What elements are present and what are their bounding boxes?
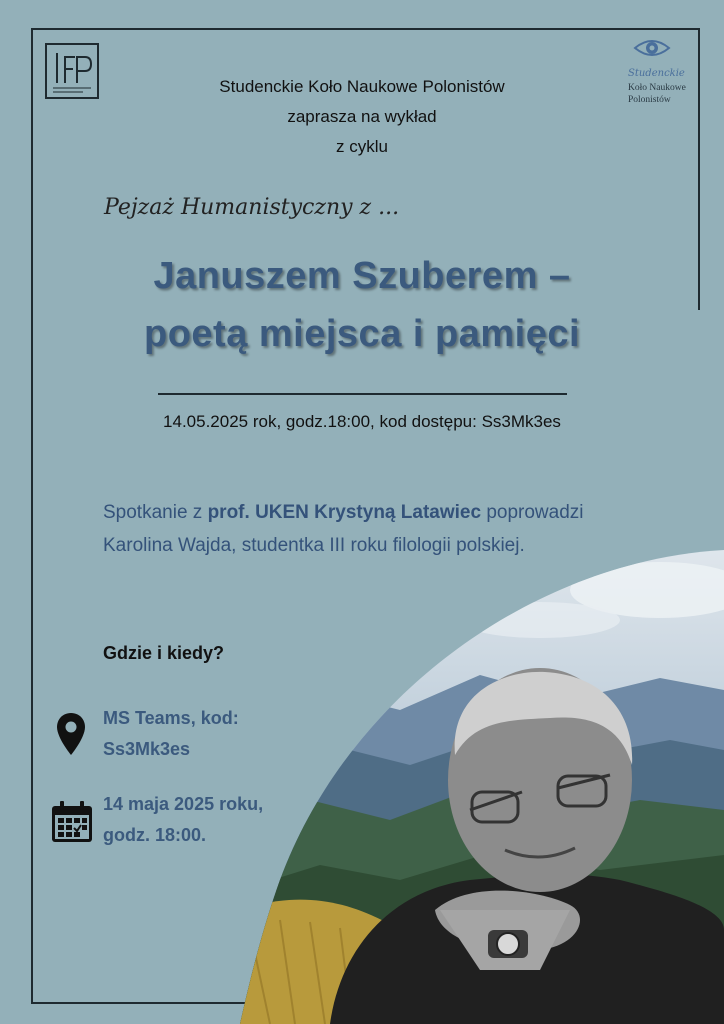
- map-pin-icon: [55, 712, 87, 756]
- series-name: Pejzaż Humanistyczny z ...: [104, 195, 400, 220]
- student-club-logo: [624, 32, 700, 112]
- location: [103, 703, 239, 765]
- frame-bottom-border: [31, 1002, 271, 1004]
- lecture-title-line1: Januszem Szuberem –: [153, 255, 571, 297]
- logo-right-line2: Koło Naukowe: [628, 83, 686, 93]
- location-line1: MS Teams, kod:: [103, 708, 239, 728]
- frame-left-border: [31, 28, 33, 1004]
- logo-right-line1: Studenckie: [628, 68, 685, 79]
- description-part1: Spotkanie z: [103, 502, 208, 523]
- date-access-code: 14.05.2025 rok, godz.18:00, kod dostępu: Ss3Mk3es: [163, 412, 561, 431]
- header-line1: Studenckie Koło Naukowe Polonistów: [219, 77, 505, 96]
- logo-right-line3: Polonistów: [628, 95, 671, 105]
- eye-icon: [632, 34, 672, 62]
- frame-top-border: [31, 28, 700, 30]
- lecture-title-line2: poetą miejsca i pamięci: [143, 313, 581, 355]
- description-part2: poprowadzi Karolina Wajda, studentka III roku filologii polskiej.: [103, 502, 584, 556]
- header-line2: zaprasza na wykład: [287, 107, 437, 126]
- where-when-heading: Gdzie i kiedy?: [103, 643, 225, 663]
- time-line2: godz. 18:00.: [103, 825, 207, 845]
- description-speaker: prof. UKEN Krystyną Latawiec: [207, 502, 482, 523]
- location-line2: Ss3Mk3es: [103, 739, 191, 759]
- divider: [158, 393, 567, 395]
- header-line3: z cyklu: [336, 137, 388, 156]
- speaker-photo: [240, 550, 724, 1024]
- time-line1: 14 maja 2025 roku,: [103, 794, 264, 814]
- calendar-icon: [50, 800, 94, 844]
